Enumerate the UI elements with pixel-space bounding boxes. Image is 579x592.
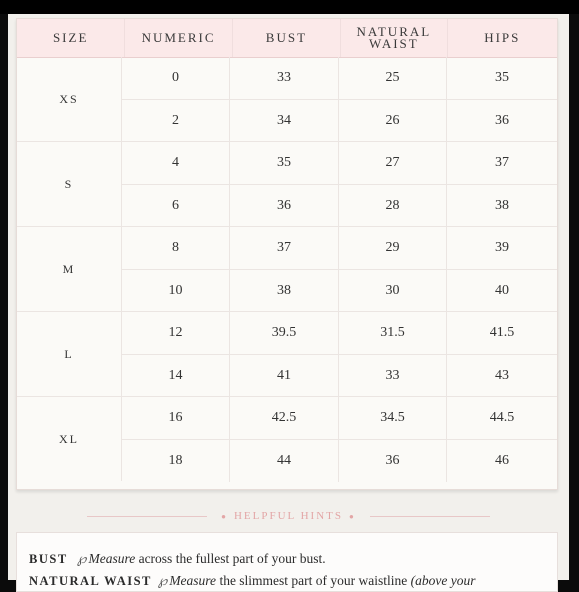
table-row — [122, 99, 557, 142]
size-chart-table — [16, 18, 558, 490]
top-black-bar — [0, 0, 579, 14]
size-group-m — [17, 227, 557, 312]
table-row — [122, 184, 557, 227]
bust-cell: 42.5 — [230, 397, 339, 439]
waist-cell: 36 — [339, 440, 447, 482]
numeric-cell: 2 — [122, 100, 230, 142]
numeric-cell: 16 — [122, 397, 230, 439]
size-chart-sheet — [8, 14, 569, 588]
table-row — [122, 227, 557, 269]
table-row — [122, 269, 557, 312]
bust-cell: 44 — [230, 440, 339, 482]
waist-cell: 33 — [339, 355, 447, 397]
header-hips: HIPS — [484, 30, 521, 45]
size-group-xs — [17, 57, 557, 142]
flourish-icon: ℘ — [157, 573, 168, 588]
size-group-xl — [17, 397, 557, 481]
bust-cell: 38 — [230, 270, 339, 312]
bust-cell: 35 — [230, 142, 339, 184]
table-row — [122, 312, 557, 354]
hips-cell: 44.5 — [489, 410, 515, 425]
hint-bust — [29, 548, 547, 570]
numeric-cell: 14 — [122, 355, 230, 397]
helpful-hints-heading — [8, 508, 569, 524]
waist-cell: 34.5 — [339, 397, 447, 439]
hips-cell: 37 — [495, 155, 509, 170]
numeric-cell: 6 — [122, 185, 230, 227]
header-numeric: NUMERIC — [125, 19, 232, 57]
waist-cell: 27 — [339, 142, 447, 184]
hips-cell: 41.5 — [489, 325, 515, 340]
header-bust: BUST — [233, 19, 341, 57]
bust-cell: 39.5 — [230, 312, 339, 354]
waist-cell: 28 — [339, 185, 447, 227]
hint-term: BUST — [29, 552, 68, 566]
size-group-l — [17, 312, 557, 397]
size-label: XL — [17, 397, 122, 481]
hips-cell: 35 — [495, 70, 509, 85]
numeric-cell: 8 — [122, 227, 230, 269]
hips-cell: 39 — [495, 240, 509, 255]
table-row — [122, 57, 557, 99]
hint-natural-waist — [29, 570, 547, 592]
numeric-cell: 4 — [122, 142, 230, 184]
table-row — [122, 439, 557, 482]
waist-cell: 31.5 — [339, 312, 447, 354]
hint-text: across the fullest part of your bust. — [138, 551, 326, 566]
waist-cell: 29 — [339, 227, 447, 269]
numeric-cell: 0 — [122, 57, 230, 99]
table-row — [122, 397, 557, 439]
size-label: S — [17, 142, 122, 226]
divider — [87, 516, 207, 517]
hint-term: NATURAL WAIST — [29, 574, 152, 588]
bullet-icon: ● — [349, 511, 356, 521]
bust-cell: 34 — [230, 100, 339, 142]
waist-cell: 26 — [339, 100, 447, 142]
helpful-hints-box — [16, 532, 558, 592]
table-row — [122, 354, 557, 397]
divider — [370, 516, 490, 517]
waist-cell: 25 — [339, 57, 447, 99]
size-group-s — [17, 142, 557, 227]
size-label: M — [17, 227, 122, 311]
hint-italic-note: (above your — [410, 573, 476, 588]
bust-cell: 37 — [230, 227, 339, 269]
bust-cell: 36 — [230, 185, 339, 227]
numeric-cell: 12 — [122, 312, 230, 354]
hint-text: the slimmest part of your waistline — [219, 573, 408, 588]
size-label: L — [17, 312, 122, 396]
waist-cell: 30 — [339, 270, 447, 312]
hips-cell: 38 — [495, 198, 509, 213]
bust-cell: 41 — [230, 355, 339, 397]
hint-measure: Measure — [88, 551, 136, 566]
table-body — [17, 57, 557, 481]
hips-cell: 36 — [495, 113, 509, 128]
numeric-cell: 10 — [122, 270, 230, 312]
table-row — [122, 142, 557, 184]
bust-cell: 33 — [230, 57, 339, 99]
hints-title-text: HELPFUL HINTS — [233, 510, 343, 522]
hips-cell: 40 — [495, 283, 509, 298]
header-size: SIZE — [17, 19, 125, 57]
hint-measure: Measure — [169, 573, 217, 588]
header-natural-waist: NATURAL WAIST — [341, 19, 448, 57]
hips-cell: 46 — [495, 453, 509, 468]
table-header — [17, 19, 557, 58]
hips-cell: 43 — [495, 368, 509, 383]
numeric-cell: 18 — [122, 440, 230, 482]
flourish-icon: ℘ — [77, 551, 87, 566]
bullet-icon: ● — [221, 511, 228, 521]
size-label: XS — [17, 57, 122, 141]
